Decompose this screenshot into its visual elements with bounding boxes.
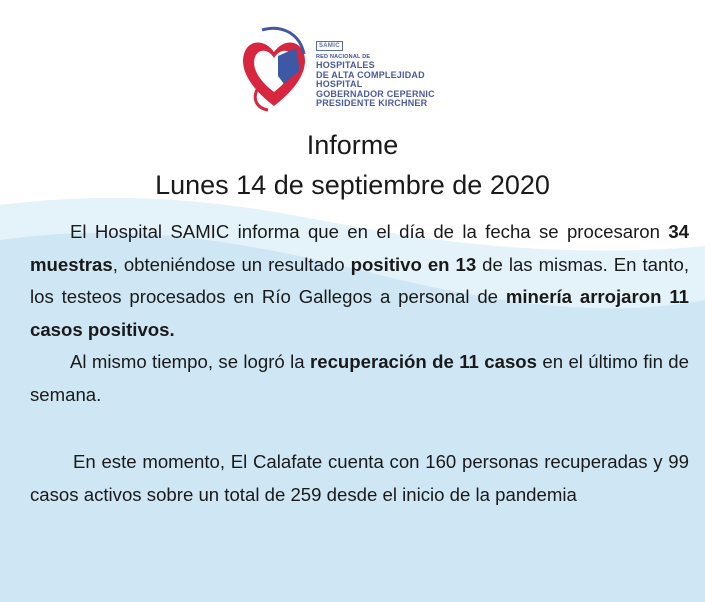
logo-line-2: DE ALTA COMPLEJIDAD — [316, 69, 425, 80]
paragraph-3: En este momento, El Calafate cuenta con 160 personas recuperadas y 99 casos activos sobre un total de 259 desde el inicio de la pandemia — [30, 451, 689, 505]
samic-badge: SAMIC — [316, 41, 343, 51]
logo-line-1: HOSPITALES — [316, 60, 375, 70]
logo-line-4: GOBERNADOR CEPERNIC — [316, 88, 435, 99]
logo-line-5: PRESIDENTE KIRCHNER — [316, 98, 428, 109]
logo-network-label: RED NACIONAL DE — [316, 54, 371, 60]
paragraph-1: El Hospital SAMIC informa que en el día de la fecha se procesaron 34 muestras, obteniéndose un resultado positivo en 13 de las mismas. En tanto, los testeos procesados en Río Gallegos a personal de minería arrojaron 11 casos positivos. — [30, 221, 689, 340]
logo-line-3: HOSPITAL — [316, 79, 363, 90]
report-date: Lunes 14 de septiembre de 2020 — [155, 170, 550, 200]
logo-text — [316, 38, 435, 109]
report-body — [30, 216, 689, 411]
report-title: Informe — [306, 130, 399, 160]
heart-logo-icon — [238, 26, 310, 112]
paragraph-2: Al mismo tiempo, se logró la recuperación de 11 casos en el último fin de semana. — [30, 351, 689, 405]
hospital-logo — [238, 26, 478, 114]
report-summary — [30, 446, 689, 511]
